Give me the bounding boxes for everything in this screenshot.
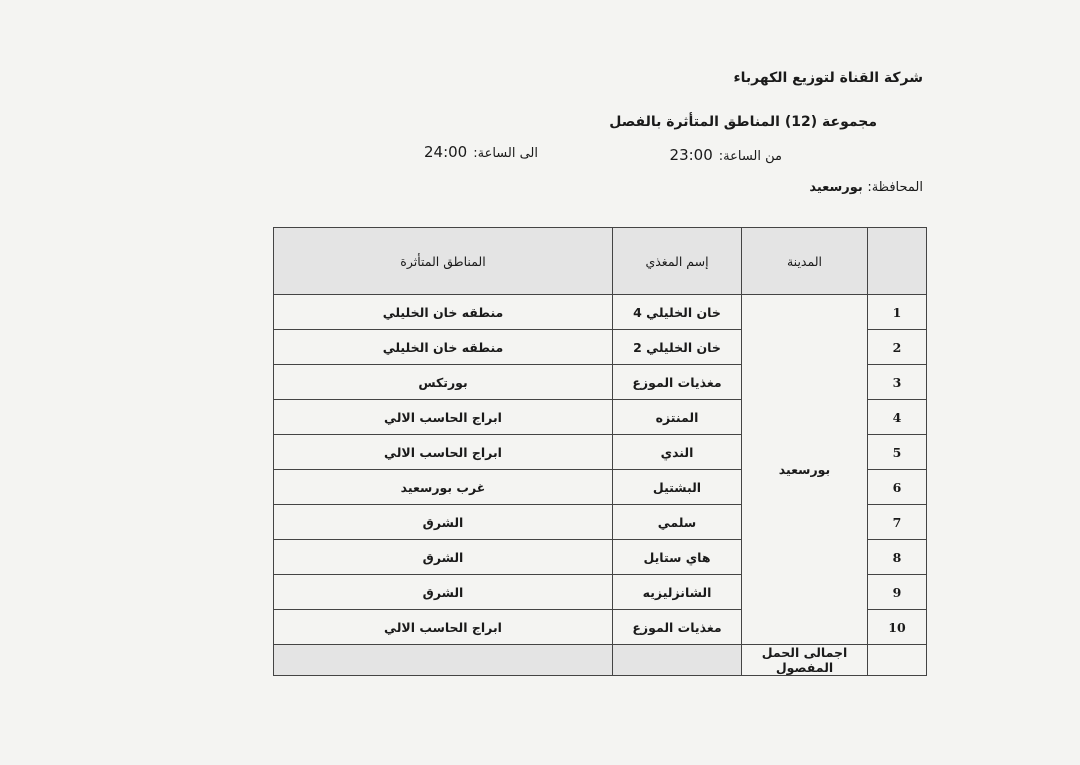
governorate-value: بورسعيد (809, 180, 863, 195)
feeder-name: سلمي (613, 505, 742, 540)
total-feeder-cell (613, 645, 742, 676)
feeder-name: المنتزه (613, 400, 742, 435)
feeder-name: مغذيات الموزع (613, 610, 742, 645)
governorate-line (809, 180, 923, 195)
affected-area: بورتكس (274, 365, 613, 400)
from-label: من الساعة: (718, 149, 782, 164)
to-label: الى الساعة: (473, 146, 538, 161)
from-time-line (670, 146, 782, 164)
city-cell: بورسعيد (742, 295, 868, 645)
table-header-row (274, 228, 927, 295)
affected-area: منطقه خان الخليلي (274, 295, 613, 330)
feeder-name: هاي ستايل (613, 540, 742, 575)
affected-area: ابراج الحاسب الالي (274, 610, 613, 645)
row-number: 4 (868, 400, 927, 435)
row-number: 9 (868, 575, 927, 610)
feeder-name: خان الخليلي 4 (613, 295, 742, 330)
group-title: مجموعة (12) المناطق المتأثرة بالفصل (609, 114, 877, 130)
row-number: 5 (868, 435, 927, 470)
feeder-name: البشتيل (613, 470, 742, 505)
total-value-cell (274, 645, 613, 676)
header-areas: المناطق المتأثرة (274, 228, 613, 295)
affected-area: الشرق (274, 505, 613, 540)
row-number: 3 (868, 365, 927, 400)
affected-area: غرب بورسعيد (274, 470, 613, 505)
header-num (868, 228, 927, 295)
total-label: اجمالى الحمل المفصول (742, 645, 868, 676)
to-time-line (424, 143, 538, 161)
row-number: 10 (868, 610, 927, 645)
row-number: 6 (868, 470, 927, 505)
row-number: 1 (868, 295, 927, 330)
affected-area: ابراج الحاسب الالي (274, 435, 613, 470)
total-row (274, 645, 927, 676)
header-feeder: إسم المغذي (613, 228, 742, 295)
total-empty-cell (868, 645, 927, 676)
feeder-name: خان الخليلي 2 (613, 330, 742, 365)
row-number: 8 (868, 540, 927, 575)
table-row (274, 295, 927, 330)
affected-area: الشرق (274, 575, 613, 610)
affected-area: الشرق (274, 540, 613, 575)
affected-area: منطقه خان الخليلي (274, 330, 613, 365)
company-name: شركة القناة لتوزيع الكهرباء (733, 70, 923, 86)
feeder-name: الشانزليزيه (613, 575, 742, 610)
row-number: 2 (868, 330, 927, 365)
to-time: 24:00 (423, 143, 468, 161)
row-number: 7 (868, 505, 927, 540)
governorate-label: المحافظة: (867, 180, 923, 195)
feeder-name: الندي (613, 435, 742, 470)
affected-area: ابراج الحاسب الالي (274, 400, 613, 435)
from-time: 23:00 (669, 146, 713, 164)
header-city: المدينة (742, 228, 868, 295)
feeder-name: مغذيات الموزع (613, 365, 742, 400)
affected-areas-table (273, 227, 927, 676)
